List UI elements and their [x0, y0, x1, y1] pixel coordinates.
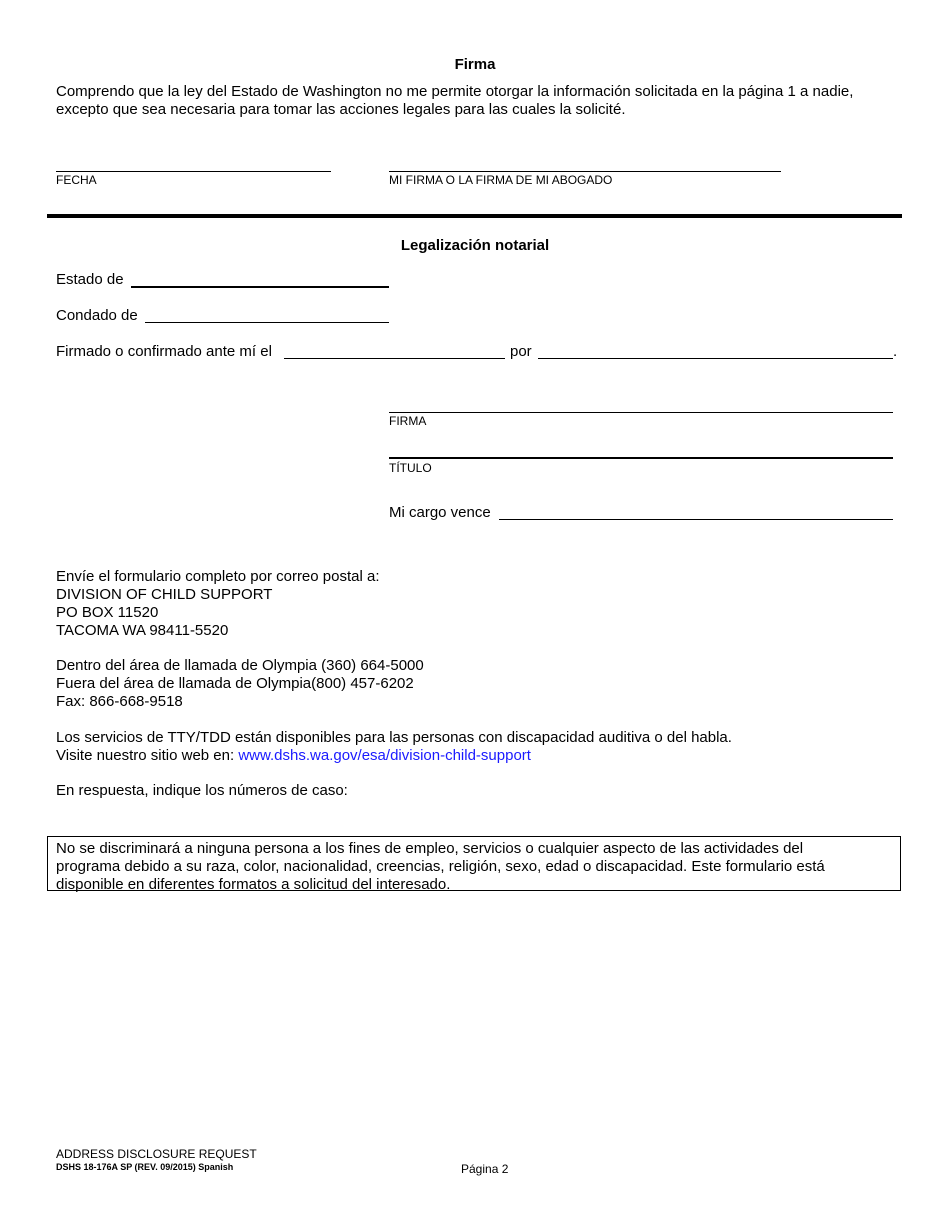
expires-label: Mi cargo vence [389, 504, 491, 521]
notary-title-field-line[interactable] [389, 457, 893, 459]
mail-line2: PO BOX 11520 [56, 604, 159, 621]
firma-statement-line2: excepto que sea necesaria para tomar las acciones legales para las cuales la solicité. [56, 101, 626, 118]
notice-line3: disponible en diferentes formatos a solicitud del interesado. [56, 876, 451, 893]
case-numbers-label: En respuesta, indique los números de caso: [56, 782, 348, 799]
nondiscrimination-notice [47, 836, 901, 891]
section-divider [47, 214, 902, 218]
phone-block [56, 657, 424, 711]
tty-text: Los servicios de TTY/TDD están disponibles para las personas con discapacidad auditiva o del habla. [56, 729, 732, 746]
firma-statement [56, 83, 936, 119]
footer-form-number: DSHS 18-176A SP (REV. 09/2015) Spanish [56, 1162, 234, 1172]
signer-name-field-line[interactable] [538, 358, 893, 359]
expires-field-line[interactable] [499, 519, 893, 520]
mail-line3: TACOMA WA 98411-5520 [56, 622, 229, 639]
date-field-line[interactable] [56, 171, 331, 172]
county-field-line[interactable] [145, 322, 389, 323]
mailing-address-block [56, 568, 380, 640]
date-label: FECHA [56, 173, 97, 187]
fax-number: Fax: 866-668-9518 [56, 693, 183, 710]
notary-title: Legalización notarial [400, 237, 550, 254]
notary-signature-label: FIRMA [389, 414, 427, 428]
website-prefix: Visite nuestro sitio web en: [56, 747, 239, 764]
period-mark: . [893, 343, 898, 360]
firma-title: Firma [454, 56, 496, 73]
county-label: Condado de [56, 307, 138, 324]
signed-label: Firmado o confirmado ante mí el [56, 343, 272, 360]
mail-line1: DIVISION OF CHILD SUPPORT [56, 586, 273, 603]
phone-inside: Dentro del área de llamada de Olympia (360) 664-5000 [56, 657, 424, 674]
notary-signature-field-line[interactable] [389, 412, 893, 413]
signature-label: MI FIRMA O LA FIRMA DE MI ABOGADO [389, 173, 613, 187]
services-block [56, 729, 732, 765]
footer-page-number: Página 2 [461, 1162, 509, 1176]
by-label: por [510, 343, 532, 360]
website-link[interactable]: www.dshs.wa.gov/esa/division-child-support [238, 747, 531, 764]
signed-date-field-line[interactable] [284, 358, 505, 359]
notary-title-label: TÍTULO [389, 461, 432, 475]
state-field-line[interactable] [131, 286, 389, 288]
signature-field-line[interactable] [389, 171, 781, 172]
firma-statement-line1: Comprendo que la ley del Estado de Washington no me permite otorgar la información solicitada en la página 1 a nadie, [56, 83, 854, 100]
footer-form-name: ADDRESS DISCLOSURE REQUEST [56, 1147, 257, 1161]
state-label: Estado de [56, 271, 124, 288]
phone-outside: Fuera del área de llamada de Olympia(800) 457-6202 [56, 675, 414, 692]
mail-intro: Envíe el formulario completo por correo postal a: [56, 568, 380, 585]
notice-line1: No se discriminará a ninguna persona a los fines de empleo, servicios o cualquier aspecto de las actividades del [56, 840, 804, 857]
notice-line2: programa debido a su raza, color, nacionalidad, creencias, religión, sexo, edad o discapacidad. Este formulario está [56, 858, 825, 875]
website-line [56, 747, 732, 765]
